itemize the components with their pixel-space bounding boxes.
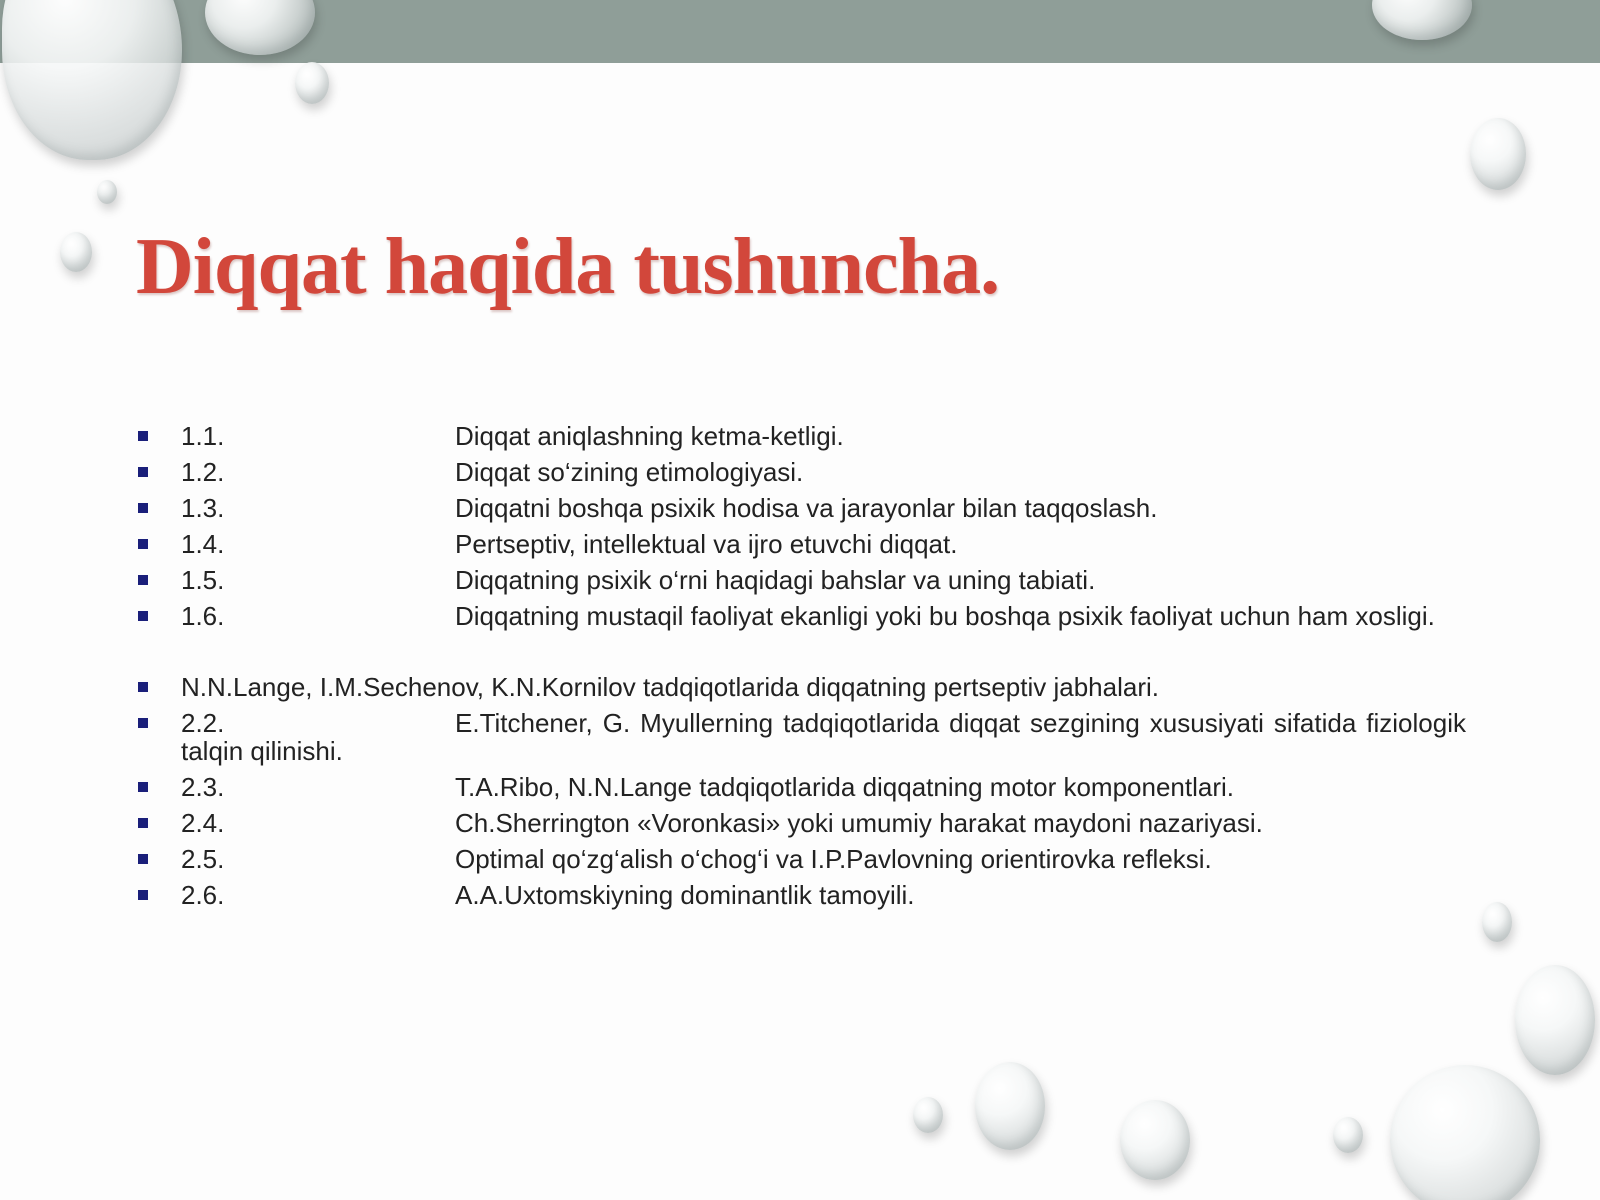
item-number: 1.4. bbox=[181, 529, 225, 559]
square-bullet-icon bbox=[138, 611, 148, 621]
water-drop-icon bbox=[1482, 902, 1512, 942]
water-drop-icon bbox=[295, 62, 329, 104]
square-bullet-icon bbox=[138, 431, 148, 441]
item-number: 1.5. bbox=[181, 565, 225, 595]
square-bullet-icon bbox=[138, 539, 148, 549]
water-drop-icon bbox=[60, 232, 92, 272]
water-drop-icon bbox=[1333, 1117, 1363, 1153]
item-number: 2.5. bbox=[181, 844, 225, 874]
item-number: 2.6. bbox=[181, 880, 225, 910]
item-text: Diqqatning mustaqil faoliyat ekanligi yoki bu boshqa psixik faoliyat uchun ham xosligi. bbox=[455, 601, 1435, 631]
square-bullet-icon bbox=[138, 503, 148, 513]
square-bullet-icon bbox=[138, 467, 148, 477]
item-text: Ch.Sherrington «Voronkasi» yoki umumiy harakat maydoni nazariyasi. bbox=[455, 808, 1263, 838]
list-item bbox=[136, 709, 1466, 765]
item-text: T.A.Ribo, N.N.Lange tadqiqotlarida diqqatning motor komponentlari. bbox=[455, 772, 1235, 802]
list-item bbox=[136, 845, 1466, 873]
square-bullet-icon bbox=[138, 854, 148, 864]
item-text: Diqqat so‘zining etimologiyasi. bbox=[455, 457, 804, 487]
water-drop-icon bbox=[1515, 965, 1595, 1075]
slide-title: Diqqat haqida tushuncha. bbox=[136, 223, 1000, 311]
list-item bbox=[136, 773, 1466, 801]
item-text: E.Titchener, G. Myullerning tadqiqotlarida diqqat sezgining xususiyati sifatida fiziologik talqin qilinishi. bbox=[181, 708, 1466, 766]
water-drop-icon bbox=[1120, 1100, 1190, 1180]
square-bullet-icon bbox=[138, 890, 148, 900]
item-text: Pertseptiv, intellektual va ijro etuvchi diqqat. bbox=[455, 529, 958, 559]
water-drop-icon bbox=[2, 0, 182, 160]
item-number: 1.6. bbox=[181, 601, 225, 631]
item-number: 1.2. bbox=[181, 457, 225, 487]
square-bullet-icon bbox=[138, 718, 148, 728]
list-item bbox=[136, 530, 1466, 558]
water-drop-icon bbox=[1470, 118, 1526, 190]
item-text: A.A.Uxtomskiyning dominantlik tamoyili. bbox=[455, 880, 915, 910]
list-item bbox=[136, 602, 1466, 630]
square-bullet-icon bbox=[138, 818, 148, 828]
square-bullet-icon bbox=[138, 682, 148, 692]
item-number: 2.3. bbox=[181, 772, 225, 802]
list-item bbox=[136, 809, 1466, 837]
water-drop-icon bbox=[975, 1062, 1045, 1150]
item-number: 2.2. bbox=[181, 708, 225, 738]
water-drop-icon bbox=[913, 1097, 943, 1133]
list-item bbox=[136, 458, 1466, 486]
item-text: Diqqatning psixik o‘rni haqidagi bahslar va uning tabiati. bbox=[455, 565, 1096, 595]
item-text: Diqqat aniqlashning ketma-ketligi. bbox=[455, 421, 844, 451]
water-drop-icon bbox=[97, 180, 117, 204]
list-item bbox=[136, 673, 1466, 701]
item-text: Optimal qo‘zg‘alish o‘chog‘i va I.P.Pavlovning orientirovka refleksi. bbox=[455, 844, 1212, 874]
list-item bbox=[136, 494, 1466, 522]
item-text: Diqqatni boshqa psixik hodisa va jarayonlar bilan taqqoslash. bbox=[455, 493, 1158, 523]
water-drop-icon bbox=[1390, 1065, 1540, 1200]
list-item bbox=[136, 422, 1466, 450]
square-bullet-icon bbox=[138, 782, 148, 792]
topic-list bbox=[136, 422, 1466, 917]
item-text: N.N.Lange, I.M.Sechenov, K.N.Kornilov tadqiqotlarida diqqatning pertseptiv jabhalari. bbox=[181, 672, 1159, 702]
list-item bbox=[136, 566, 1466, 594]
item-number: 1.3. bbox=[181, 493, 225, 523]
item-number: 2.4. bbox=[181, 808, 225, 838]
square-bullet-icon bbox=[138, 575, 148, 585]
item-number: 1.1. bbox=[181, 421, 225, 451]
list-item bbox=[136, 881, 1466, 909]
